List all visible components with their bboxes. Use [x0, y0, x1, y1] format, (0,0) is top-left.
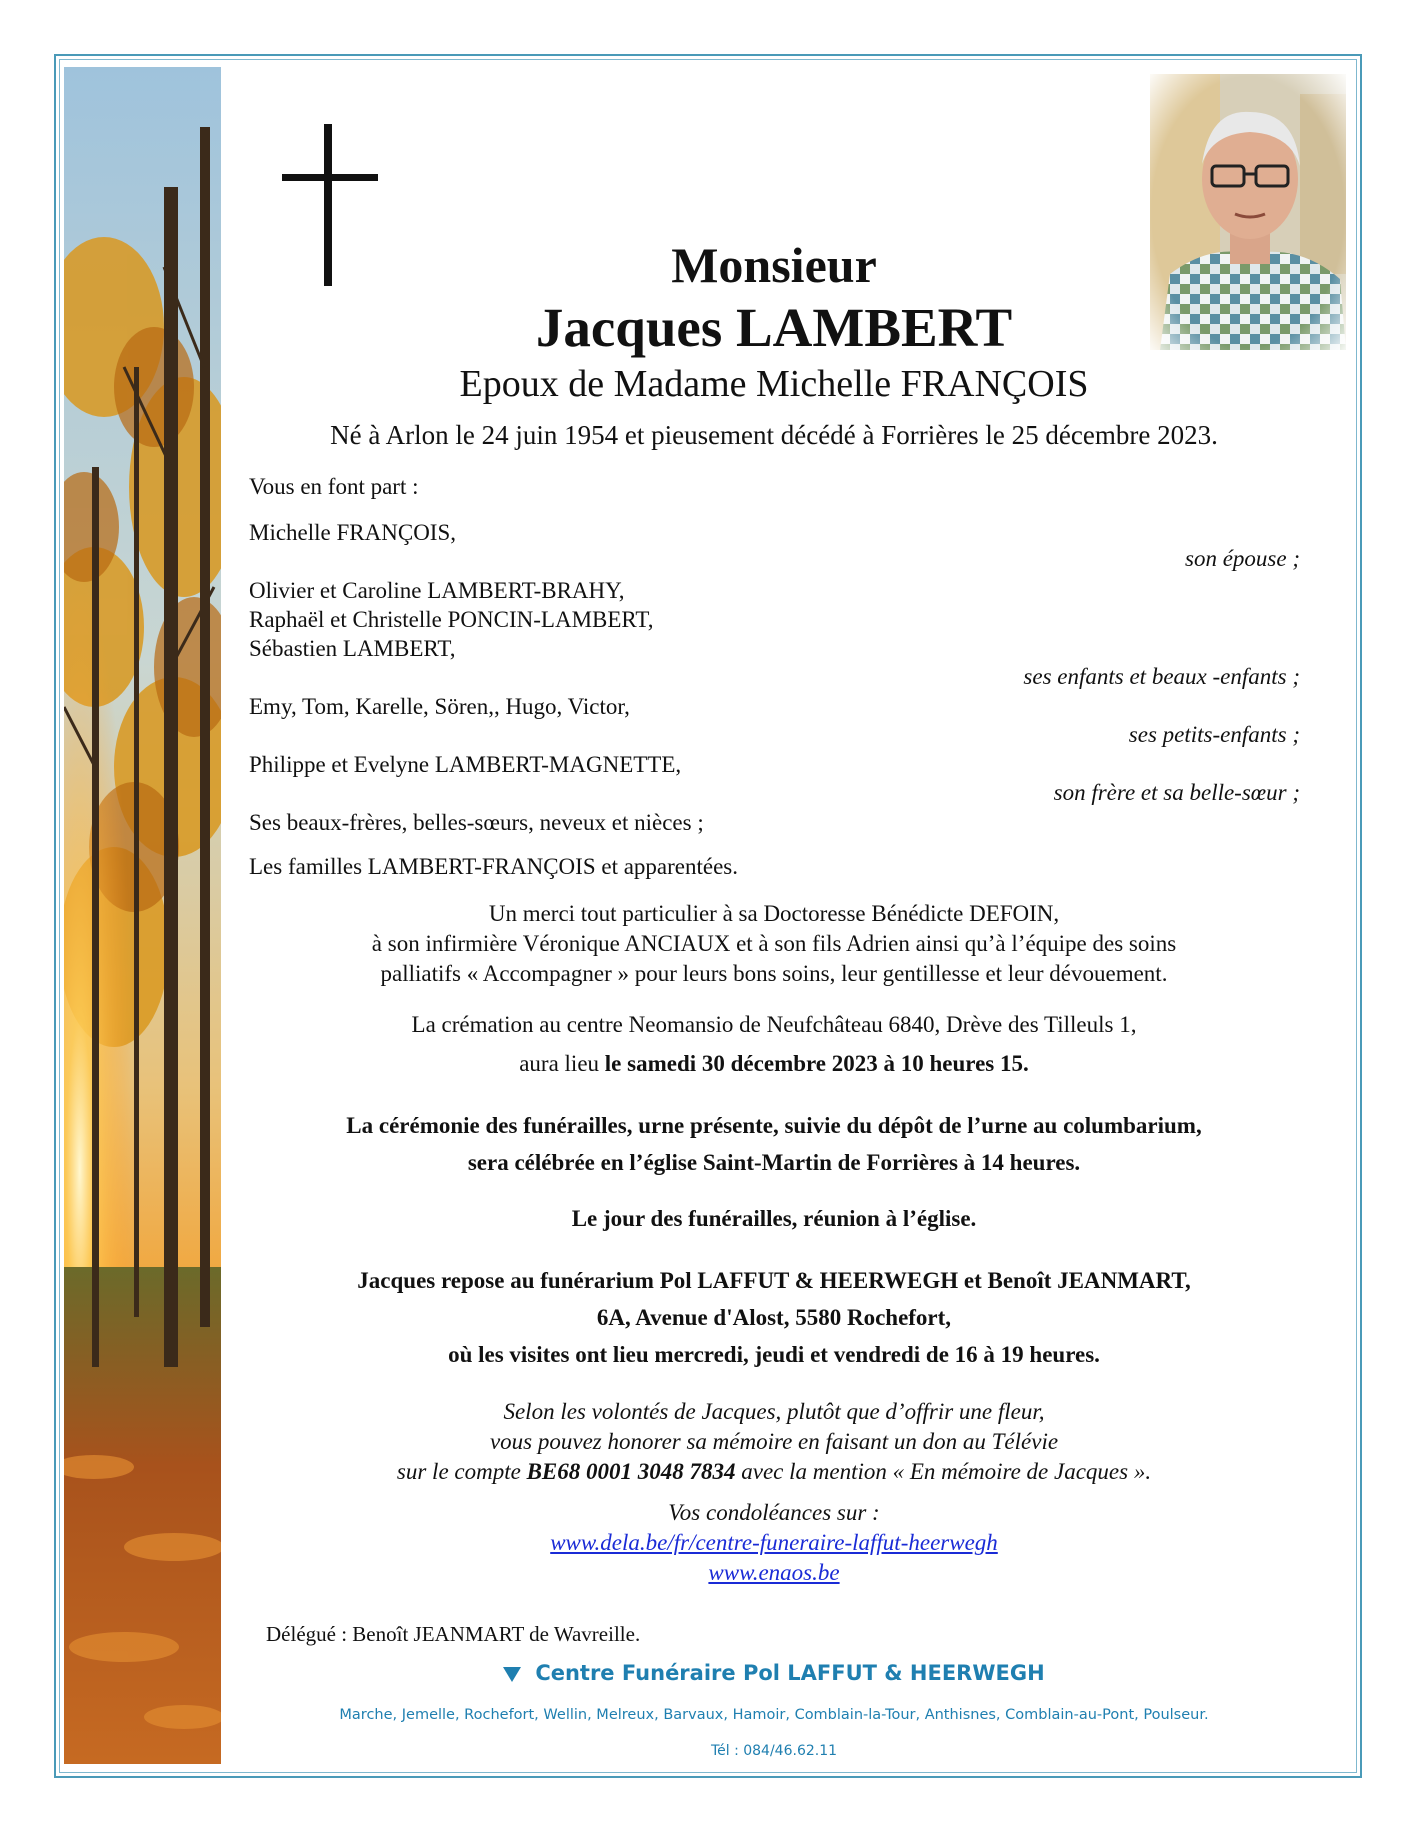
ceremony-line: sera célébrée en l’église Saint-Martin de Forrières à 14 heures.: [467, 1150, 1081, 1175]
visits-line: Jacques repose au funérarium Pol LAFFUT & HEERWEGH et Benoît JEANMART,: [357, 1268, 1191, 1293]
condolences-link-2-row: [246, 1558, 1302, 1588]
cremation-date: le samedi 30 décembre 2023 à 10 heures 15.: [604, 1051, 1029, 1076]
deceased-name: Jacques LAMBERT: [535, 297, 1013, 358]
inlaws: Ses beaux-frères, belles-sœurs, neveux et nièces ;: [249, 810, 704, 835]
condolences-link-1-row: [246, 1528, 1302, 1558]
visits-line: 6A, Avenue d'Alost, 5580 Rochefort,: [596, 1305, 952, 1330]
donation-paragraph: [246, 1397, 1302, 1487]
thanks-line: à son infirmière Véronique ANCIAUX et à son fils Adrien ainsi qu’à l’équipe des soins: [371, 931, 1177, 956]
child-line: Sébastien LAMBERT,: [249, 636, 456, 661]
spouse-line: Epoux de Madame Michelle FRANÇOIS: [459, 363, 1089, 405]
funeral-home-towns: Marche, Jemelle, Rochefort, Wellin, Melreux, Barvaux, Hamoir, Comblain-la-Tour, Anthisnes, Comblain-au-Pont, Poulseur.: [339, 1707, 1209, 1723]
condolences-label: Vos condoléances sur :: [668, 1500, 880, 1525]
autumn-forest-image: [64, 67, 221, 1764]
donation-suffix: avec la mention « En mémoire de Jacques ».: [735, 1459, 1152, 1484]
related-families: Les familles LAMBERT-FRANÇOIS et apparentées.: [249, 854, 738, 879]
funeral-home-label: Centre Funéraire Pol LAFFUT & HEERWEGH: [535, 1661, 1045, 1685]
children-role: ses enfants et beaux -enfants ;: [1023, 664, 1300, 689]
spouse-name: Michelle FRANÇOIS,: [249, 520, 456, 545]
cremation-line-1: La crémation au centre Neomansio de Neufchâteau 6840, Drève des Tilleuls 1,: [411, 1012, 1137, 1037]
thanks-paragraph: [246, 899, 1302, 989]
cremation-prefix: aura lieu: [519, 1051, 605, 1076]
children-list: [249, 576, 653, 663]
sibling: Philippe et Evelyne LAMBERT-MAGNETTE,: [249, 752, 682, 777]
child-line: Olivier et Caroline LAMBERT-BRAHY,: [249, 578, 625, 603]
thanks-line: Un merci tout particulier à sa Doctoresse Bénédicte DEFOIN,: [488, 901, 1060, 926]
condolences-link-dela[interactable]: www.dela.be/fr/centre-funeraire-laffut-heerwegh: [550, 1530, 998, 1555]
sibling-role: son frère et sa belle-sœur ;: [1053, 780, 1300, 805]
ceremony-paragraph: [246, 1107, 1302, 1181]
thanks-line: palliatifs « Accompagner » pour leurs bons soins, leur gentillesse et leur dévouement.: [380, 961, 1168, 986]
bank-account: BE68 0001 3048 7834: [526, 1459, 736, 1484]
donation-line: Selon les volontés de Jacques, plutôt que d’offrir une fleur,: [503, 1399, 1045, 1424]
spouse-role: son épouse ;: [1185, 546, 1300, 571]
visits-paragraph: [246, 1262, 1302, 1373]
ceremony-line: La cérémonie des funérailles, urne présente, suivie du dépôt de l’urne au columbarium,: [346, 1113, 1202, 1138]
triangle-down-icon: [503, 1667, 521, 1682]
funeral-home-phone: Tél : 084/46.62.11: [710, 1743, 838, 1759]
condolences-link-enaos[interactable]: www.enaos.be: [708, 1560, 840, 1585]
donation-line: [246, 1457, 1302, 1487]
delegate-line: Délégué : Benoît JEANMART de Wavreille.: [266, 1622, 641, 1646]
grandchildren: Emy, Tom, Karelle, Sören,, Hugo, Victor,: [249, 694, 630, 719]
child-line: Raphaël et Christelle PONCIN-LAMBERT,: [249, 607, 654, 632]
birth-death-line: Né à Arlon le 24 juin 1954 et pieusement décédé à Forrières le 25 décembre 2023.: [330, 420, 1218, 450]
reunion-line: Le jour des funérailles, réunion à l’église.: [571, 1206, 977, 1231]
honorific: Monsieur: [671, 237, 877, 293]
donation-prefix: sur le compte: [396, 1459, 527, 1484]
funeral-home-name: [246, 1661, 1302, 1685]
cremation-line-2: [246, 1049, 1302, 1079]
announcement-intro: Vous en font part :: [249, 474, 419, 499]
grandchildren-role: ses petits-enfants ;: [1128, 722, 1300, 747]
visits-line: où les visites ont lieu mercredi, jeudi et vendredi de 16 à 19 heures.: [448, 1342, 1100, 1367]
donation-line: vous pouvez honorer sa mémoire en faisant un don au Télévie: [489, 1429, 1059, 1454]
